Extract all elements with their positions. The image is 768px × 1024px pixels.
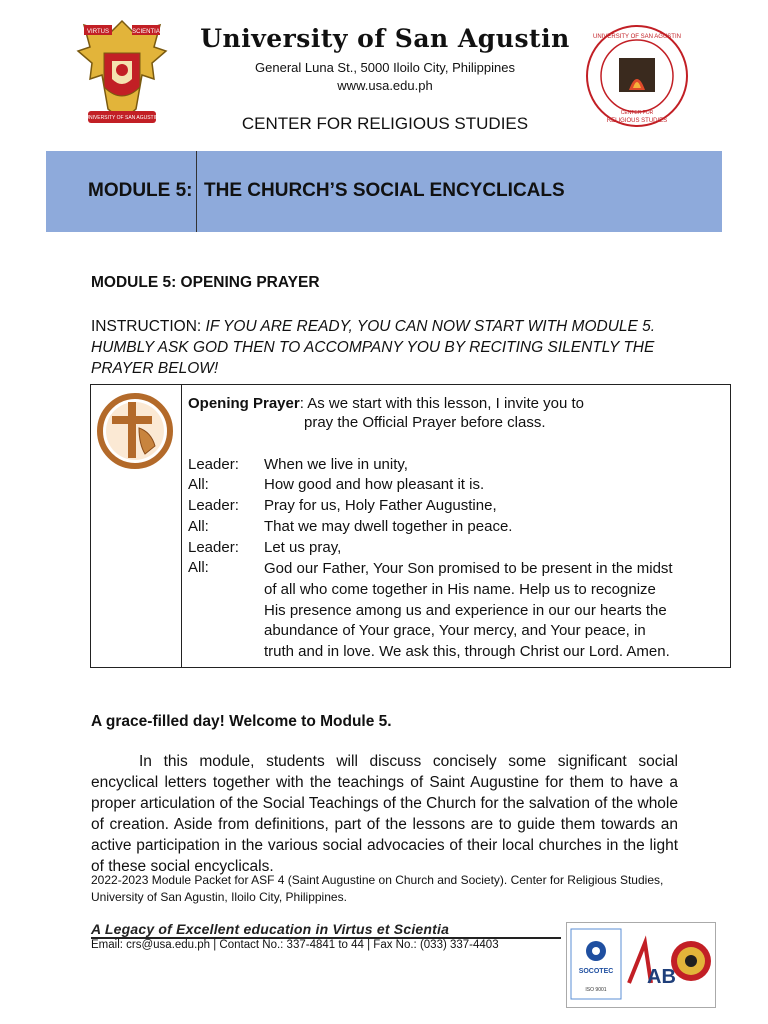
prayer-line xyxy=(188,476,484,493)
prayer-speaker: Leader: xyxy=(188,456,239,473)
iso-label: ISO 9001 xyxy=(585,987,607,993)
university-website: www.usa.edu.ph xyxy=(337,78,433,93)
ab-label: AB xyxy=(647,966,676,988)
module-intro-text: In this module, students will discuss concisely some significant social encyclical letters together with the teachings of Saint Augustine for them to have a proper articulation of the Social Teachings of the Church for the salvation of the whole of creation. Aside from definitions, part of the lessons are to guide them towards an active participation in the various social advocacies of their local churches in the light of these social encyclicals. xyxy=(91,753,678,875)
prayer-box-divider xyxy=(181,384,182,668)
seal-top-text: UNIVERSITY OF SAN AGUSTIN xyxy=(593,34,681,40)
crest-motto-right: SCIENTIA xyxy=(132,29,160,35)
seal-center-text: CENTER FOR xyxy=(620,110,654,116)
instruction-body: IF YOU ARE READY, YOU CAN NOW START WITH MODULE 5. HUMBLY ASK GOD THEN TO ACCOMPANY YOU BY RECITING SILENTLY THE PRAYER BELOW! xyxy=(91,318,656,377)
legacy-tagline: A Legacy of Excellent education in Virtus et Scientia xyxy=(91,921,450,937)
religious-studies-seal xyxy=(585,24,689,128)
socotec-label: SOCOTEC xyxy=(578,968,614,975)
cross-hands-icon xyxy=(95,392,177,470)
prayer-text: How good and how pleasant it is. xyxy=(264,476,485,493)
crest-banner-text: UNIVERSITY OF SAN AGUSTIN xyxy=(85,115,159,121)
prayer-speaker: Leader: xyxy=(188,497,239,514)
opening-prayer-heading: MODULE 5: OPENING PRAYER xyxy=(91,274,320,291)
prayer-intro xyxy=(188,393,584,414)
prayer-line xyxy=(188,518,512,535)
university-address: General Luna St., 5000 Iloilo City, Philippines xyxy=(255,60,515,75)
banner-divider xyxy=(196,151,197,232)
prayer-line xyxy=(188,559,264,576)
module-title: THE CHURCH’S SOCIAL ENCYCLICALS xyxy=(204,180,565,201)
prayer-speaker: All: xyxy=(188,518,209,535)
instruction-text xyxy=(91,316,691,379)
prayer-text: When we live in unity, xyxy=(264,456,408,473)
prayer-text: That we may dwell together in peace. xyxy=(264,518,513,535)
prayer-speaker: All: xyxy=(188,476,209,493)
prayer-speaker: All: xyxy=(188,559,209,576)
prayer-line xyxy=(188,497,497,514)
footer-note: 2022-2023 Module Packet for ASF 4 (Saint Augustine on Church and Society). Center for Religious Studies, University of San Agustin, Iloilo City, Philippines. xyxy=(91,873,664,904)
instruction-label: INSTRUCTION: xyxy=(91,318,206,335)
prayer-speaker: Leader: xyxy=(188,539,239,556)
prayer-line xyxy=(188,456,408,473)
module-number: MODULE 5: xyxy=(88,180,193,201)
certification-logos xyxy=(566,922,716,1008)
university-name: University of San Agustin xyxy=(200,24,570,53)
department-title: CENTER FOR RELIGIOUS STUDIES xyxy=(241,114,529,133)
prayer-text: Pray for us, Holy Father Augustine, xyxy=(264,497,497,514)
seal-bottom-text: RELIGIOUS STUDIES xyxy=(606,118,668,124)
prayer-text: Let us pray, xyxy=(264,539,342,556)
prayer-line xyxy=(188,539,341,556)
crest-motto-left: VIRTUS xyxy=(87,29,109,35)
welcome-greeting: A grace-filled day! Welcome to Module 5. xyxy=(91,713,392,730)
prayer-intro-line1: : As we start with this lesson, I invite you to xyxy=(299,395,584,412)
contact-info: Email: crs@usa.edu.ph | Contact No.: 337-4841 to 44 | Fax No.: (033) 337-4403 xyxy=(91,939,499,951)
prayer-intro-line2: pray the Official Prayer before class. xyxy=(304,414,546,431)
university-crest-logo xyxy=(74,17,170,129)
module-intro-paragraph xyxy=(91,751,678,877)
prayer-closing: God our Father, Your Son promised to be present in the midst of all who come together in His name. Help us to recognize His presence among us and experience in our our hearts the abundance of Your grace, Your mercy, and Your peace, in truth and in love. We ask this, through Christ our Lord. Amen. xyxy=(264,560,673,661)
prayer-title: Opening Prayer xyxy=(188,395,300,412)
